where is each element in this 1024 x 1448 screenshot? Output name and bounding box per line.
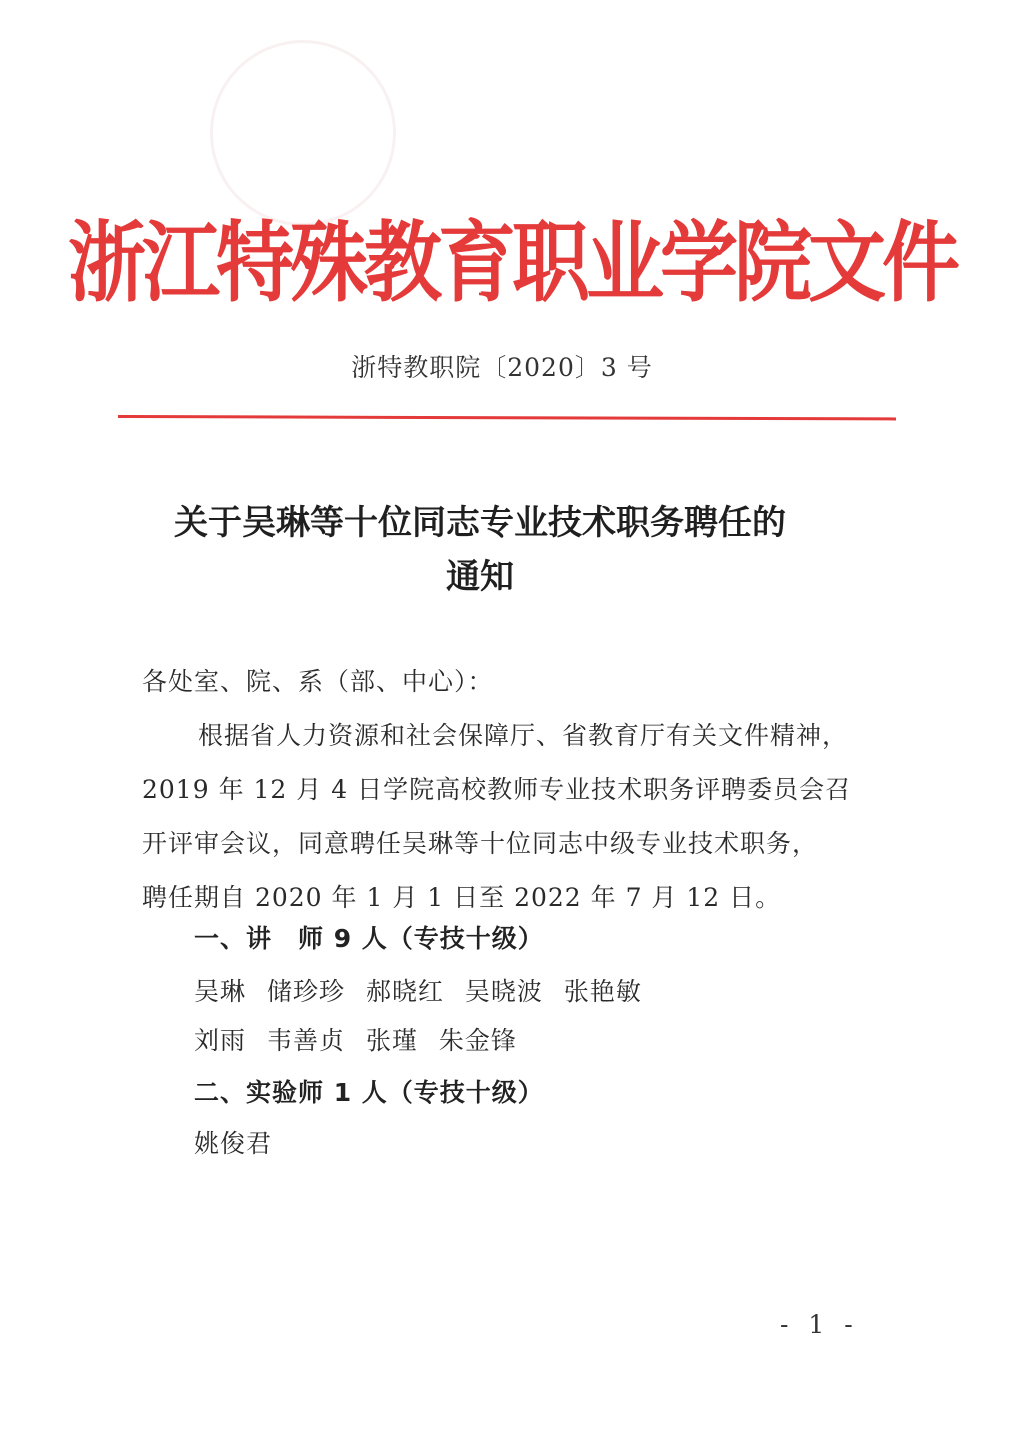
issuer-header-title: 浙江特殊教育职业学院文件 [67, 212, 956, 315]
paragraph-line: 根据省人力资源和社会保障厅、省教育厅有关文件精神， [198, 721, 849, 750]
person-name: 吴琳 [194, 977, 247, 1006]
paragraph-line: 开评审会议，同意聘任吴琳等十位同志中级专业技术职务， [142, 829, 819, 858]
notice-title [100, 496, 860, 604]
addressee [142, 655, 872, 709]
person-name: 张瑾 [365, 1026, 418, 1055]
red-divider-line [118, 415, 896, 420]
person-name: 朱金锋 [438, 1026, 517, 1055]
person-name: 吴晓波 [464, 977, 543, 1006]
paragraph-line: 2019 年 12 月 4 日学院高校教师专业技术职务评聘委员会召 [142, 775, 852, 804]
lecturer-names-row-2 [194, 1014, 529, 1068]
person-name: 储珍珍 [266, 977, 345, 1006]
person-name: 刘雨 [194, 1026, 247, 1055]
lab-engineer-names-row [194, 1117, 284, 1171]
person-name: 姚俊君 [194, 1129, 273, 1158]
addressee-text: 各处室、院、系（部、中心）： [142, 667, 494, 696]
person-name: 张艳敏 [563, 977, 642, 1006]
person-name: 韦善贞 [266, 1026, 345, 1055]
body-paragraph [142, 709, 872, 925]
lecturer-names-row-1 [194, 965, 654, 1019]
page-number: - 1 - [780, 1310, 859, 1339]
person-name: 郝晓红 [365, 977, 444, 1006]
section-heading-lecturers: 一、讲 师 9 人（专技十级） [194, 924, 544, 953]
paragraph-line: 聘任期自 2020 年 1 月 1 日至 2022 年 7 月 12 日。 [142, 883, 782, 912]
notice-title-line-2: 通知 [446, 557, 514, 597]
notice-title-line-1: 关于吴琳等十位同志专业技术职务聘任的 [174, 503, 786, 543]
document-number: 浙特教职院〔2020〕3 号 [351, 353, 653, 382]
section-heading-lab-engineer: 二、实验师 1 人（专技十级） [194, 1078, 544, 1107]
